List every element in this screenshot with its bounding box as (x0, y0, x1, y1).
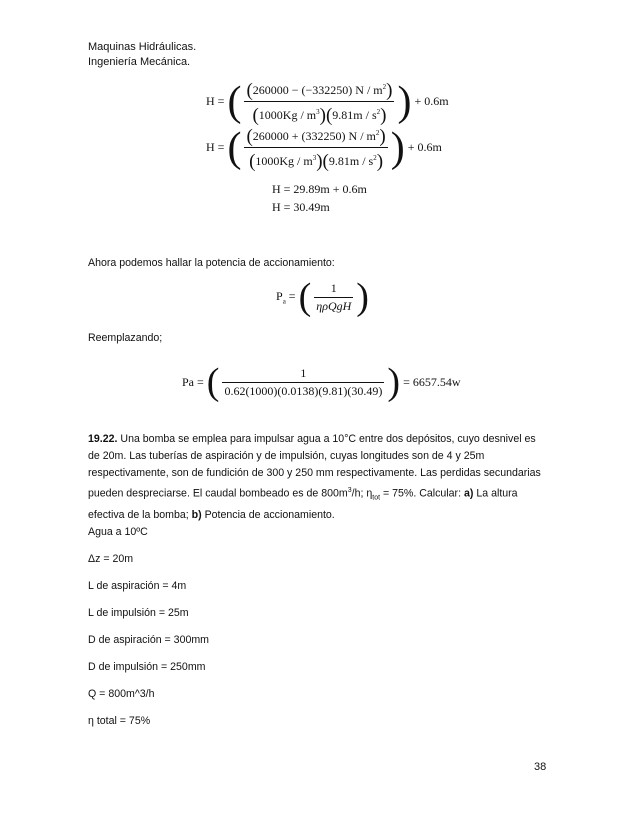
given-item: Agua a 10ºC (88, 526, 148, 538)
eq2-rhs: + 0.6m (407, 140, 442, 154)
pa2-denominator: 0.62(1000)(0.0138)(9.81)(30.49) (224, 383, 383, 398)
eq2-den-text: 1000Kg / m (255, 154, 313, 168)
pa-equals: = (288, 288, 296, 303)
pa2-numerator: 1 (300, 365, 307, 380)
equation-result-final: H = 30.49m (272, 200, 330, 214)
pa-right-paren: ) (356, 276, 369, 318)
pa2-lhs: Pa = (182, 374, 204, 389)
given-item: D de aspiración = 300mm (88, 634, 210, 646)
pa2-left-paren: ( (206, 361, 220, 403)
eq2-right-paren: ) (390, 124, 405, 171)
pa-subscript: a (282, 297, 286, 306)
part-b-text: Potencia de accionamiento. (201, 508, 335, 521)
problem-sup: 3 (347, 487, 352, 494)
eq2-num-sup: 2 (375, 129, 380, 137)
pa-numerator: 1 (330, 280, 337, 295)
eq2-num-text: 260000 + (332250) N / m (252, 129, 376, 143)
potencia-intro: Ahora podemos hallar la potencia de accionamiento: (88, 257, 335, 269)
eq1-rhs: + 0.6m (414, 94, 449, 108)
part-a-text: La altura efectiva de la bomba; (88, 487, 518, 521)
pa2-right-paren: ) (387, 361, 401, 403)
power-calculation (182, 363, 461, 401)
eq1-den-sup: 3 (316, 108, 320, 116)
eq2-den-sup: 3 (312, 154, 317, 162)
problem-text-3: = 75%. Calcular: (380, 487, 464, 500)
given-item: Q = 800m^3/h (88, 688, 155, 700)
problem-number: 19.22. (88, 433, 118, 445)
eq2-den2-text: 9.81m / s (328, 154, 374, 168)
pa2-fraction (222, 366, 384, 399)
eq1-den2-sup: 2 (376, 108, 381, 116)
eq1-right-paren: ) (397, 78, 412, 125)
part-a-label: a) (463, 487, 474, 500)
given-item: Δz = 20m (88, 553, 134, 565)
given-item: D de impulsión = 250mm (88, 661, 206, 673)
eq2-denominator: $(1000Kg / m^3)(9.81m / s^2)$ (244, 147, 387, 171)
eq1-lhs: H = (206, 94, 225, 108)
header-program: Ingeniería Mecánica. (88, 56, 191, 68)
given-item: L de aspiración = 4m (88, 580, 187, 592)
eq1-numerator: (260000 − (−332250) N / $m^2$) (246, 80, 393, 101)
part-b-label: b) (191, 508, 202, 521)
eq2-den2-sup: 2 (373, 154, 377, 162)
problem-sub: tot (372, 494, 381, 502)
pa-left-paren: ( (298, 276, 312, 318)
eq1-denominator: $(1000Kg / m^3)(9.81m / s^2)$ (244, 101, 394, 125)
equation-head-1 (206, 78, 449, 125)
reemplazando-label: Reemplazando; (88, 332, 163, 344)
eq2-fraction (244, 124, 387, 171)
eq1-den2-text: 9.81m / s (332, 108, 377, 122)
eq2-lhs: H = (206, 140, 225, 154)
equation-result-sum: H = 29.89m + 0.6m (272, 182, 367, 196)
page-number: 38 (534, 761, 547, 773)
page-header (88, 40, 196, 70)
pa2-rhs: = 6657.54w (403, 374, 461, 389)
eq2-numerator: (260000 + (332250) N / $m^2$) (246, 126, 386, 147)
pa-fraction (314, 281, 353, 314)
eq2-left-paren: ( (227, 124, 242, 171)
eq1-left-paren: ( (227, 78, 242, 125)
given-item: η total = 75% (88, 715, 151, 727)
eq1-num-sup: 2 (382, 83, 387, 91)
header-course: Maquinas Hidráulicas. (88, 41, 197, 53)
eq1-fraction (244, 78, 394, 125)
problem-text-1: Una bomba se emplea para impulsar agua a 10°C entre dos depósitos, cuyo desnivel es de 20m. Las tuberías de aspiración y de impulsión, cuyas longitudes son de 4 y 25m respectivamente, son de fundición de 300 y 250 mm respectivamente. Las perdidas secundarias pueden despreciarse. El caudal bombeado es de 800m (88, 433, 541, 500)
problem-text-2: /h; η (351, 487, 373, 500)
pa-denominator: ηρQgH (316, 298, 352, 313)
power-formula (276, 278, 369, 316)
eq1-den-text: 1000Kg / m (258, 108, 317, 122)
problem-statement (88, 431, 550, 524)
pa-symbol: P (276, 288, 283, 303)
given-item: L de impulsión = 25m (88, 607, 189, 619)
equation-head-2 (206, 124, 442, 171)
eq1-num-text: 260000 − (−332250) N / m (252, 83, 383, 97)
